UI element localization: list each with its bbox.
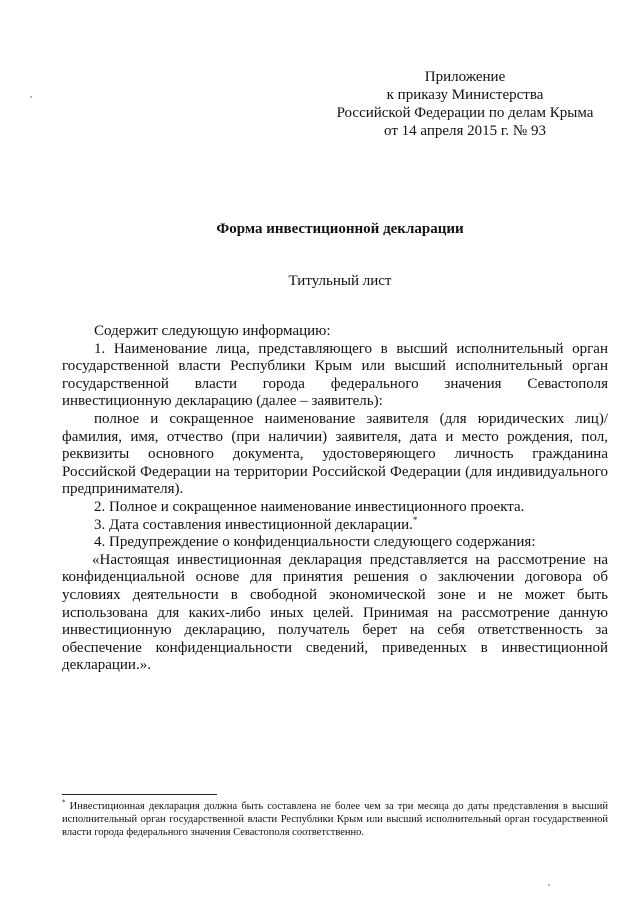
item-1-detail-paragraph: полное и сокращенное наименование заявителя (для юридических лиц)/ фамилия, имя, отчество (при наличии) заявителя, дата и место рождения, пол, реквизиты основного документа, удостоверяющего личность гражданина Российской Федерации на территории Российской Федерации (для индивидуального предпринимателя).: [62, 410, 608, 498]
footnote-text: Инвестиционная декларация должна быть составлена не более чем за три месяца до даты представления в высший исполнительный орган государственной власти Республики Крым или высший исполнительный орган государственной власти города федерального значения Севастополя соответственно.: [62, 801, 608, 839]
appendix-label: Приложение: [424, 69, 506, 85]
footnote-divider: [62, 794, 217, 795]
footnote-mark: *: [62, 798, 66, 807]
page-subtitle: Титульный лист: [288, 273, 392, 289]
intro-paragraph: Содержит следующую информацию:: [94, 323, 331, 339]
item-4-paragraph: 4. Предупреждение о конфиденциальности следующего содержания:: [94, 534, 536, 551]
appendix-header: [330, 68, 600, 140]
scan-speck: [548, 884, 550, 886]
scan-speck: [30, 96, 32, 98]
document-body: [62, 323, 608, 675]
footnote-reference-mark: *: [412, 514, 418, 525]
ministry-name: Российской Федерации по делам Крыма: [336, 105, 594, 121]
confidentiality-quote-paragraph: «Настоящая инвестиционная декларация представляется на рассмотрение на конфиденциальной основе для принятия решения о заключении договора об условиях деятельности в свободной экономической зоне и не может быть использована для каких-либо иных целей. Принимая на рассмотрение данную инвестиционную декларацию, получатель берет на себя ответственность за обеспечение конфиденциальности сведений, приведенных в инвестиционной декларации.».: [62, 551, 608, 674]
footnote: [62, 800, 608, 840]
order-reference: к приказу Министерства: [386, 87, 544, 103]
item-1-paragraph: 1. Наименование лица, представляющего в высший исполнительный орган государственной власти Республики Крым или высший исполнительный орган государственной власти города федерального значения Севастополя инвестиционную декларацию (далее – заявитель):: [62, 340, 608, 410]
item-3-paragraph: [62, 514, 608, 535]
item-3-text: 3. Дата составления инвестиционной декларации.: [94, 516, 413, 533]
order-date-number: от 14 апреля 2015 г. № 93: [384, 123, 546, 139]
page-title: Форма инвестиционной декларации: [216, 221, 464, 237]
item-2-paragraph: 2. Полное и сокращенное наименование инвестиционного проекта.: [94, 498, 525, 515]
